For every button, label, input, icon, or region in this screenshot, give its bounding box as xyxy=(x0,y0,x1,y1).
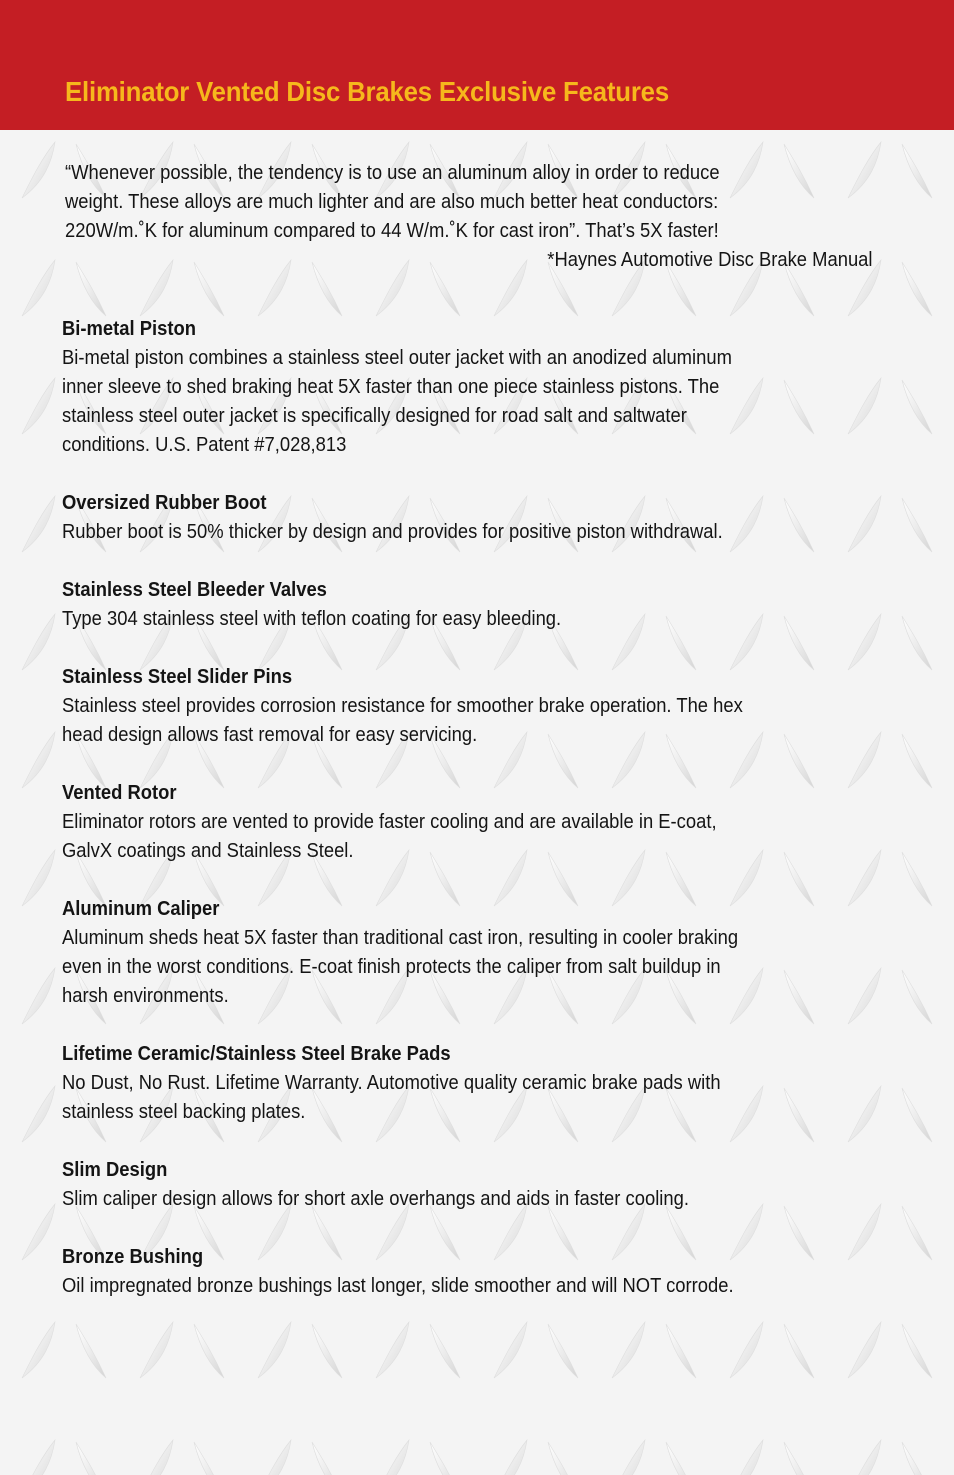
quote-line: weight. These alloys are much lighter and are also much better heat conductors: xyxy=(65,191,719,213)
feature-oversized-rubber-boot xyxy=(62,489,853,547)
feature-slim-design xyxy=(62,1156,853,1214)
feature-vented-rotor xyxy=(62,779,853,866)
feature-description-line: harsh environments. xyxy=(62,985,229,1007)
feature-title: Bi-metal Piston xyxy=(62,318,196,340)
feature-description-line: Type 304 stainless steel with teflon coating for easy bleeding. xyxy=(62,608,562,630)
feature-title: Lifetime Ceramic/Stainless Steel Brake Pads xyxy=(62,1043,451,1065)
feature-title: Stainless Steel Slider Pins xyxy=(62,666,293,688)
feature-description-line: inner sleeve to shed braking heat 5X faster than one piece stainless pistons. The xyxy=(62,376,720,398)
quote-source: *Haynes Automotive Disc Brake Manual xyxy=(546,249,872,271)
feature-description-line: GalvX coatings and Stainless Steel. xyxy=(62,840,354,862)
feature-stainless-steel-slider-pins xyxy=(62,663,853,750)
page-title: Eliminator Vented Disc Brakes Exclusive Features xyxy=(65,76,669,107)
feature-title: Oversized Rubber Boot xyxy=(62,492,267,514)
feature-title: Aluminum Caliper xyxy=(62,898,220,920)
feature-description-line: Stainless steel provides corrosion resistance for smoother brake operation. The hex xyxy=(62,695,743,717)
feature-bronze-bushing xyxy=(62,1243,853,1301)
feature-stainless-steel-bleeder-valves xyxy=(62,576,853,634)
feature-description-line: Slim caliper design allows for short axle overhangs and aids in faster cooling. xyxy=(62,1188,689,1210)
feature-list xyxy=(62,315,853,1330)
feature-bi-metal-piston xyxy=(62,315,853,460)
feature-description-line: even in the worst conditions. E-coat finish protects the caliper from salt buildup in xyxy=(62,956,721,978)
feature-description-line: stainless steel backing plates. xyxy=(62,1101,306,1123)
feature-description-line: Aluminum sheds heat 5X faster than traditional cast iron, resulting in cooler braking xyxy=(62,927,739,949)
feature-title: Stainless Steel Bleeder Valves xyxy=(62,579,327,601)
feature-lifetime-brake-pads xyxy=(62,1040,853,1127)
feature-description-line: Rubber boot is 50% thicker by design and provides for positive piston withdrawal. xyxy=(62,521,723,543)
feature-description-line: Oil impregnated bronze bushings last longer, slide smoother and will NOT corrode. xyxy=(62,1275,734,1297)
quote-line: “Whenever possible, the tendency is to use an aluminum alloy in order to reduce xyxy=(65,162,720,184)
feature-title: Slim Design xyxy=(62,1159,168,1181)
feature-description-line: Bi-metal piston combines a stainless steel outer jacket with an anodized aluminum xyxy=(62,347,732,369)
feature-description-line: stainless steel outer jacket is specifically designed for road salt and saltwater xyxy=(62,405,687,427)
quote-block xyxy=(65,159,829,246)
feature-title: Vented Rotor xyxy=(62,782,177,804)
feature-aluminum-caliper xyxy=(62,895,853,1011)
feature-description-line: conditions. U.S. Patent #7,028,813 xyxy=(62,434,347,456)
feature-title: Bronze Bushing xyxy=(62,1246,204,1268)
quote-line: 220W/m.˚K for aluminum compared to 44 W/m.˚K for cast iron”. That’s 5X faster! xyxy=(65,220,719,242)
feature-description-line: head design allows fast removal for easy servicing. xyxy=(62,724,478,746)
feature-description-line: No Dust, No Rust. Lifetime Warranty. Automotive quality ceramic brake pads with xyxy=(62,1072,721,1094)
feature-description-line: Eliminator rotors are vented to provide faster cooling and are available in E-coat, xyxy=(62,811,717,833)
